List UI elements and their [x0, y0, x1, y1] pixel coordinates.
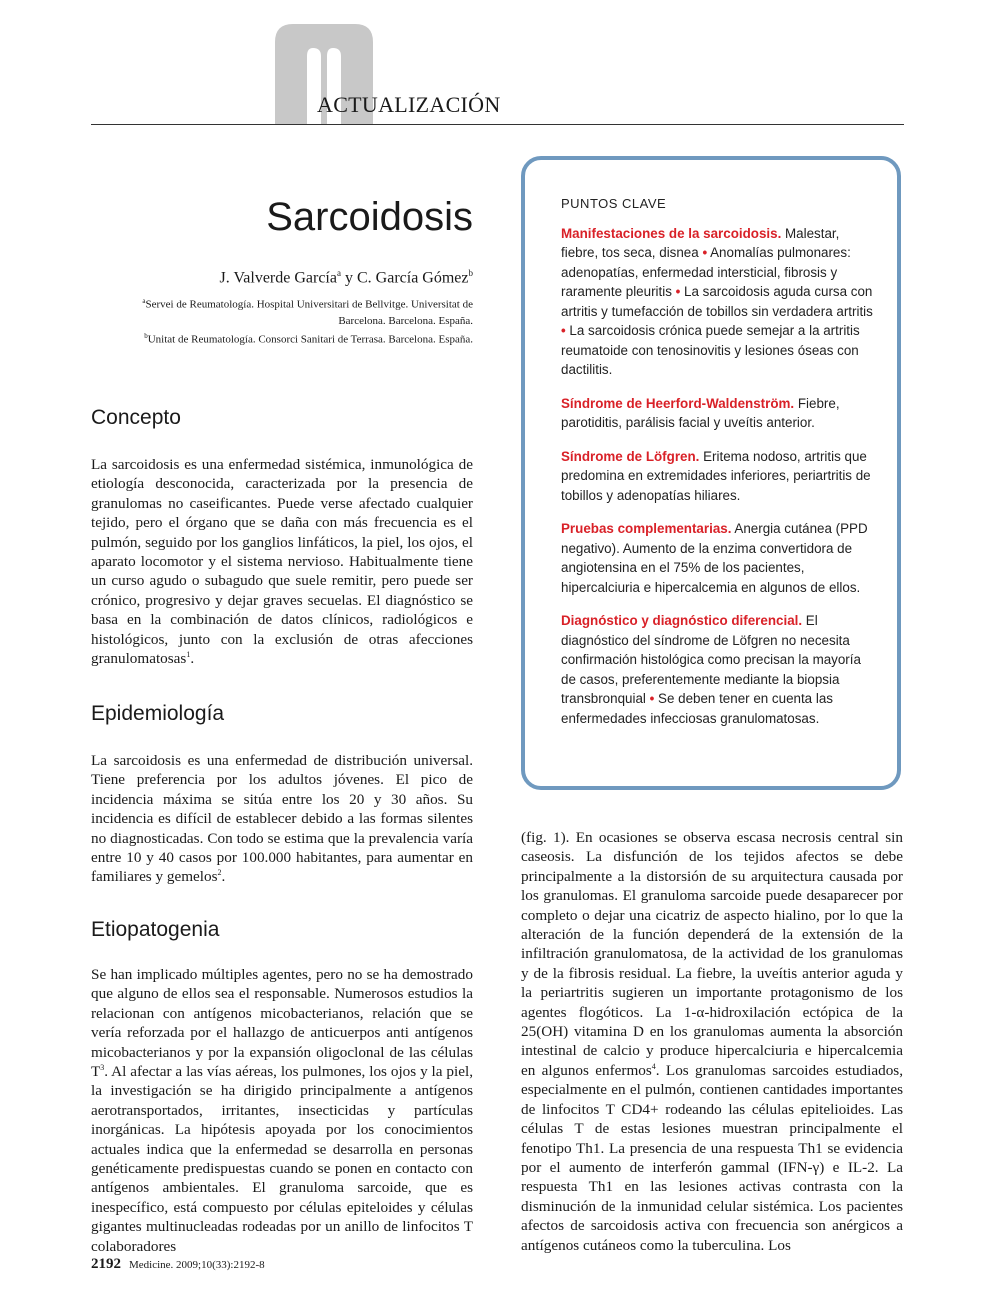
epidemiologia-text: La sarcoidosis es una enfermedad de distribución universal. Tiene preferencia por los adultos jóvenes. El pico de incidencia máxima se sitúa entre los 20 y 30 años. Su incidencia es difícil de establecer debido a las formas silentes no diagnosticadas. Con todo se estima que la prevalencia varía entre 10 y 40 casos por 100.000 habitantes, para aumentar en familiares y gemelos	[91, 752, 473, 886]
right-text-2: . Los granulomas sarcoides estudiados, especialmente en el pulmón, contienen cantidades importantes de linfocitos T CD4+ rodeando las células epitelioides. Las células T de estas lesiones muestran principalmente el fenotipo Th1. La presencia de una respuesta Th1 se evidencia por el aumento de interferón gammal (IFN-γ) e IL-2. La respuesta Th1 en las lesiones activas contrasta con la disminución de la inmunidad celular sistémica. Los pacientes afectos de sarcoidosis activa con frecuencia son anérgicos a antígenos cutáneos como la tuberculina. Los	[521, 1061, 904, 1254]
concepto-text: La sarcoidosis es una enfermedad sistémica, inmunológica de etiología desconocida, caracterizada por la presencia de granulomas no caseificantes. Puede verse afectado cualquier tejido, pero el órgano que se daña con más frecuencia es el pulmón, seguido por los ganglios linfáticos, la piel, los ojos, el aparato locomotor y el sistema nervioso. Habitualmente tiene un curso agudo o subagudo que suele remitir, pero puede ser crónico, progresivo y dejar graves secuelas. El diagnóstico se basa en la combinación de datos clínicos, radiológicos e histológicos, junto con la exclusión de otras afecciones granulomatosas	[91, 456, 473, 668]
key-point-5-heading: Diagnóstico y diagnóstico diferencial.	[561, 613, 803, 628]
affiliation-b	[91, 328, 473, 348]
right-text-1: (fig. 1). En ocasiones se observa escasa necrosis central sin caseosis. La disfunción de los tejidos afectos se debe principalmente a la distorsión de su arquitectura causada por los granulomas. El granuloma sarcoide puede desaparecer por completo o dejar una cicatriz de aspecto hialino, por lo que la alteración de la función dependerá de la extensión de la infiltración granulomatosa, de la actividad de los granulomas y de la fibrosis residual. La fiebre, la uveítis anterior aguda y la periartritis sugieren un importante protagonismo de los agentes flogóticos. La 1-α-hidroxilación ectópica de la 25(OH) vitamina D en los granulomas aumenta la absorción intestinal de calcio y produce hipercalciuria e hipercalcemia en algunos enfermos	[521, 829, 903, 1079]
key-point-heerford	[561, 394, 877, 433]
etiopatogenia-paragraph	[91, 965, 473, 1256]
heading-epidemiologia: Epidemiología	[91, 702, 225, 725]
key-point-1-text-b: Anomalías pulmonares: adenopatías, enfermedad intersticial, fibrosis y raramente pleuritis	[561, 245, 851, 299]
key-point-pruebas	[561, 519, 877, 597]
key-point-3-heading: Síndrome de Löfgren.	[561, 448, 700, 464]
key-point-manifestaciones	[561, 224, 877, 380]
epidemiologia-ref: 2	[217, 868, 222, 878]
right-column-paragraph	[521, 828, 903, 1255]
page-footer	[91, 1256, 265, 1273]
bullet-icon: •	[649, 691, 655, 706]
key-point-4-heading: Pruebas complementarias.	[561, 521, 732, 536]
key-point-lofgren	[561, 447, 877, 506]
right-ref: 4	[651, 1061, 656, 1071]
article-title: Sarcoidosis	[266, 195, 473, 239]
page-number: 2192	[91, 1256, 121, 1272]
concepto-paragraph: La sarcoidosis es una enfermedad sistémica, inmunológica de etiología desconocida, caracterizada por la presencia de granulomas no caseificantes. Puede verse afectado cualquier tejido, pero el órgano que se daña con más frecuencia es el pulmón, seguido por los ganglios linfáticos, la piel, los ojos, el aparato locomotor y el sistema nervioso. Habitualmente tiene un curso agudo o subagudo que suele remitir, pero puede ser crónico, progresivo y dejar graves secuelas. El diagnóstico se basa en la combinación de datos clínicos, radiológicos e histológicos, junto con la exclusión de otras afecciones granulomatosas$^1$.	[91, 456, 473, 668]
bullet-icon: •	[702, 245, 708, 260]
author-2: C. García Gómez	[356, 269, 469, 287]
key-point-1-text-d: La sarcoidosis crónica puede semejar a la artritis reumatoide con tenosinovitis y lesiones óseas con dactilitis.	[561, 323, 860, 377]
key-point-2-heading: Síndrome de Heerford-Waldenström.	[561, 395, 795, 411]
journal-citation: Medicine. 2009;10(33):2192-8	[129, 1259, 265, 1271]
heading-concepto: Concepto	[91, 406, 181, 429]
section-label: ACTUALIZACIÓN	[317, 92, 501, 117]
etio-ref-1: 3	[100, 1062, 105, 1072]
author-join: y	[340, 269, 357, 287]
key-point-4-text: Anergia cutánea (PPD negativo). Aumento de la enzima convertidora de angiotensina en el 75% de los pacientes, hipercalciuria e hipercalcemia en algunos de ellos.	[561, 521, 868, 595]
author-line	[91, 268, 473, 287]
key-point-3-text: Eritema nodoso, artritis que predomina en extremidades inferiores, periartritis de tobillos y adenopatías hiliares.	[561, 448, 871, 503]
affiliation-a	[91, 293, 473, 329]
affiliation-b-text: Unitat de Reumatología. Consorci Sanitari de Terrasa. Barcelona. España.	[147, 333, 473, 346]
key-points-title: PUNTOS CLAVE	[561, 196, 667, 211]
key-point-1-text-c: La sarcoidosis aguda cursa con artritis y tumefacción de tobillos sin verdadera artritis	[561, 284, 873, 319]
key-points-box	[521, 156, 901, 790]
author-2-sup: b	[468, 268, 473, 278]
header-rule	[91, 124, 904, 125]
key-point-diagnostico	[561, 611, 877, 728]
key-point-5-text-a: El diagnóstico del síndrome de Löfgren no necesita confirmación histológica como precisan la mayoría de casos, preferentemente mediante la biopsia transbronquial	[561, 613, 861, 706]
author-1: J. Valverde García	[219, 269, 337, 287]
heading-etiopatogenia: Etiopatogenia	[91, 918, 220, 941]
affiliation-a-sup: a	[142, 297, 146, 305]
key-point-2-text: Fiebre, parotiditis, parálisis facial y uveítis anterior.	[561, 395, 840, 430]
concepto-ref: 1	[186, 650, 191, 659]
key-point-5-text-b: Se deben tener en cuenta las enfermedades infecciosas granulomatosas.	[561, 691, 833, 726]
etio-text-2: . Al afectar a las vías aéreas, los pulmones, los ojos y la piel, la investigación se ha dirigido principalmente a antígenos aerotransportados, irritantes, insecticidas y partículas inorgánicas. La hipótesis apoyada por los conocimientos actuales indica que la enfermedad se desarrolla en personas genéticamente predispuestas cuando se ponen en contacto con antígenos ambientales. El granuloma sarcoide, que es inespecífico, está compuesto por células epiteloides y células gigantes multinucleadas rodeadas por un anillo de linfocitos T colaboradores	[91, 1063, 473, 1255]
bullet-icon: •	[675, 284, 681, 299]
etio-text-1: Se han implicado múltiples agentes, pero no se ha demostrado que alguno de ellos sea el responsable. Numerosos estudios la relacionan con antígenos micobacterianos, relación que se vería reforzada por el hallazgo de anticuerpos anti antígenos micobacterianos y por la expansión oligoclonal de las células T	[91, 966, 473, 1081]
affiliation-a-line1: Servei de Reumatología. Hospital Universitari de Bellvitge. Universitat de	[145, 298, 473, 311]
epidemiologia-paragraph: La sarcoidosis es una enfermedad de distribución universal. Tiene preferencia por los adultos jóvenes. El pico de incidencia máxima se sitúa entre los 20 y 30 años. Su incidencia es difícil de establecer debido a las formas silentes no diagnosticadas. Con todo se estima que la prevalencia varía entre 10 y 40 casos por 100.000 habitantes, para aumentar en familiares y gemelos$^2$.	[91, 752, 473, 886]
affiliation-b-sup: b	[144, 332, 148, 340]
key-point-1-heading: Manifestaciones de la sarcoidosis.	[561, 225, 782, 241]
author-1-sup: a	[336, 268, 341, 278]
key-point-1-text-a: Malestar, fiebre, tos seca, disnea	[561, 225, 840, 260]
affiliation-a-line2: Barcelona. Barcelona. España.	[338, 314, 473, 327]
bullet-icon: •	[561, 323, 566, 338]
